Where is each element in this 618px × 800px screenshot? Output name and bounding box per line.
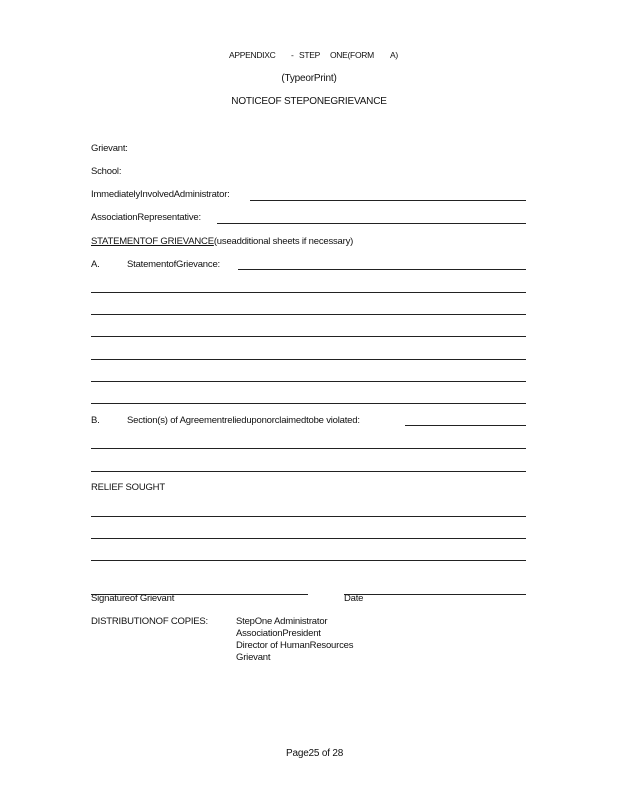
administrator-field[interactable] — [250, 200, 526, 201]
statement-line[interactable] — [91, 314, 526, 315]
statement-heading: STATEMENTOF GRIEVANCE — [91, 236, 214, 247]
type-or-print-note: (TypeorPrint) — [281, 73, 337, 84]
sections-line[interactable] — [91, 471, 526, 472]
relief-line[interactable] — [91, 516, 526, 517]
relief-line[interactable] — [91, 560, 526, 561]
signature-label: Signatureof Grievant — [91, 593, 175, 604]
school-label: School: — [91, 166, 122, 177]
statement-of-grievance-label: StatementofGrievance: — [127, 259, 220, 270]
statement-line[interactable] — [91, 381, 526, 382]
grievant-label: Grievant: — [91, 143, 128, 154]
distribution-recipient: StepOne Administrator — [236, 616, 328, 627]
statement-section — [91, 236, 353, 247]
form-letter: A) — [390, 50, 398, 60]
item-a-label: A. — [91, 259, 100, 270]
statement-line[interactable] — [91, 359, 526, 360]
date-label: Date — [344, 593, 364, 604]
step-label: STEP — [299, 50, 321, 60]
statement-field-line[interactable] — [238, 269, 526, 270]
statement-note: (useadditional sheets if necessary) — [213, 236, 354, 247]
distribution-recipient: AssociationPresident — [236, 628, 321, 639]
header-dash: - — [291, 50, 294, 60]
association-rep-label: AssociationRepresentative: — [91, 212, 201, 223]
distribution-label: DISTRIBUTIONOF COPIES: — [91, 616, 208, 627]
relief-line[interactable] — [91, 538, 526, 539]
one-form-label: ONE(FORM — [330, 50, 374, 60]
distribution-recipient: Grievant — [236, 652, 271, 663]
distribution-recipient: Director of HumanResources — [236, 640, 354, 651]
appendix-label: APPENDIXC — [229, 50, 276, 60]
date-field[interactable] — [344, 594, 526, 595]
item-b-label: B. — [91, 415, 100, 426]
statement-line[interactable] — [91, 292, 526, 293]
association-rep-field[interactable] — [217, 223, 526, 224]
statement-line[interactable] — [91, 336, 526, 337]
administrator-label: ImmediatelyInvolvedAdministrator: — [91, 189, 230, 200]
page-title: NOTICEOF STEPONEGRIEVANCE — [231, 96, 387, 107]
statement-line[interactable] — [91, 403, 526, 404]
sections-field-line[interactable] — [405, 425, 526, 426]
sections-violated-label: Section(s) of Agreementrelieduponorclaimedtobe violated: — [127, 415, 360, 426]
page-number: Page25 of 28 — [286, 748, 344, 759]
sections-line[interactable] — [91, 448, 526, 449]
relief-sought-heading: RELIEF SOUGHT — [91, 482, 165, 493]
